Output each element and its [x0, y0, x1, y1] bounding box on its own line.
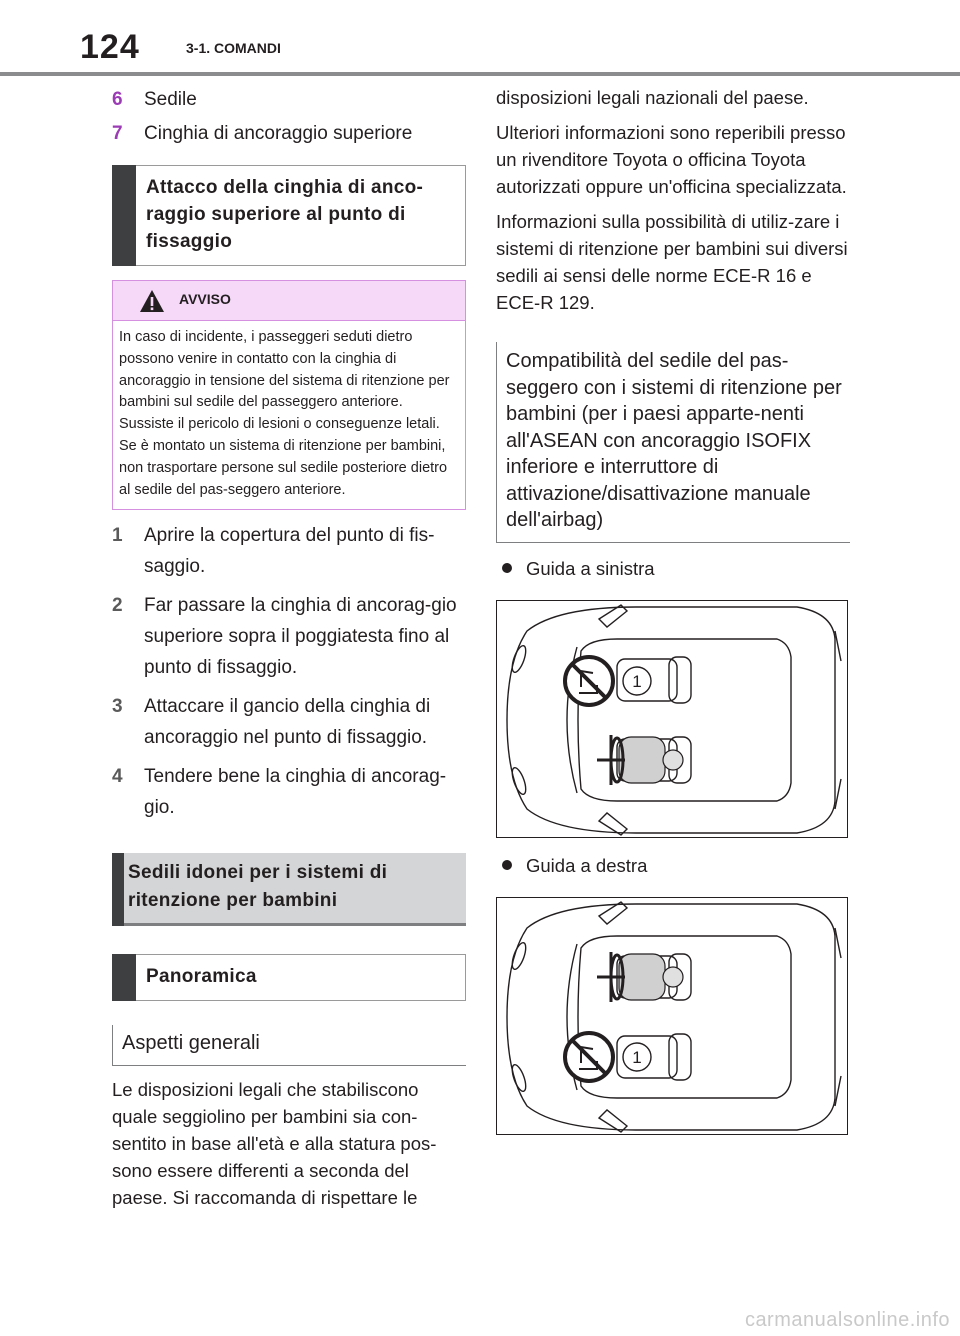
warning-icon	[139, 289, 165, 313]
car-diagram-rhd	[497, 898, 849, 1136]
list-item	[112, 590, 466, 683]
seat-label: 1	[632, 671, 642, 691]
step-text: Attaccare il gancio della cinghia di ancoraggio nel punto di fissaggio.	[144, 696, 431, 749]
list-item	[112, 520, 466, 582]
car-diagram-lhd	[497, 601, 849, 839]
section-title: 3-1. COMANDI	[186, 40, 281, 56]
left-column	[112, 84, 466, 1211]
item-text: Cinghia di ancoraggio superiore	[144, 123, 413, 144]
right-column	[496, 84, 850, 1135]
warning-text: In caso di incidente, i passeggeri seduti dietro possono venire in contatto con la cinghia di ancoraggio in tensione del sistema di ritenzione per bambini sul sedile del passeggero anteriore. Sussiste il pericolo di lesioni o conseguenze letali. Se è montato un sistema di ritenzione per bambini, non trasportare persone sul sedile posteriore dietro al sedile del pas-seggero anteriore.	[119, 329, 450, 498]
paragraph-info: Ulteriori informazioni sono reperibili presso un rivenditore Toyota o officina Toyota autorizzati oppure un'officina specializzata.	[496, 122, 847, 197]
step-text: Tendere bene la cinghia di ancorag-gio.	[144, 766, 447, 819]
heading-seats	[112, 853, 466, 926]
prohibited-icon	[565, 657, 613, 705]
step-number: 1	[112, 525, 123, 547]
seat-label: 1	[632, 1047, 642, 1067]
heading-overview-text: Panoramica	[146, 966, 257, 988]
step-number: 4	[112, 766, 123, 788]
item-text: Sedile	[144, 89, 197, 110]
bullet-text: Guida a sinistra	[526, 557, 655, 579]
subheading-compat-text: Compatibilità del sedile del pas-seggero con i sistemi di ritenzione per bambini (per i paesi apparte-nenti all'ASEAN con ancoraggio ISOFIX inferiore e interruttore di attivazione/disattivazione manuale dell'airbag)	[506, 350, 842, 531]
warning-label: AVVISO	[179, 291, 231, 307]
bullet-dot	[502, 563, 512, 573]
bullet-dot	[502, 860, 512, 870]
figure-left-drive	[496, 600, 848, 838]
subheading-general-text: Aspetti generali	[122, 1032, 260, 1055]
step-text: Aprire la copertura del punto di fis-saggio.	[144, 525, 435, 578]
heading-attach	[112, 165, 466, 266]
step-number: 2	[112, 595, 123, 617]
subheading-compat	[496, 342, 850, 543]
bullet-left-drive	[496, 555, 850, 582]
steps-list	[112, 520, 466, 823]
heading-attach-text: Attacco della cinghia di anco-raggio superiore al punto di fissaggio	[146, 177, 424, 252]
paragraph-ece: Informazioni sulla possibilità di utiliz-zare i sistemi di ritenzione per bambini sui diversi sedili ai sensi delle norme ECE-R 16 e ECE-R 129.	[496, 211, 848, 313]
paragraph-cont: disposizioni legali nazionali del paese.	[496, 87, 809, 108]
step-text: Far passare la cinghia di ancorag-gio superiore sopra il poggiatesta fino al punto di fissaggio.	[144, 595, 457, 679]
warning-header	[113, 281, 465, 321]
heading-overview	[112, 954, 466, 1001]
subheading-general	[112, 1025, 466, 1066]
item-number: 6	[112, 89, 123, 110]
bullet-right-drive	[496, 852, 850, 879]
header-rule	[0, 72, 960, 76]
list-item	[112, 84, 466, 115]
heading-seats-text: Sedili idonei per i sistemi di ritenzione per bambini	[128, 862, 388, 912]
prohibited-icon	[565, 1033, 613, 1081]
page-number: 124	[80, 28, 140, 66]
bullet-text: Guida a destra	[526, 854, 648, 876]
list-item	[112, 118, 466, 149]
step-number: 3	[112, 696, 123, 718]
figure-right-drive	[496, 897, 848, 1135]
page-header	[0, 0, 960, 78]
warning-box	[112, 280, 466, 510]
list-item	[112, 761, 466, 823]
watermark: carmanualsonline.info	[744, 1309, 950, 1331]
list-item	[112, 691, 466, 753]
item-number: 7	[112, 123, 123, 144]
paragraph-general: Le disposizioni legali che stabiliscono quale seggiolino per bambini sia con-sentito in base all'età e alla statura pos-sono essere differenti a seconda del paese. Si raccomanda di rispettare le	[112, 1079, 437, 1209]
